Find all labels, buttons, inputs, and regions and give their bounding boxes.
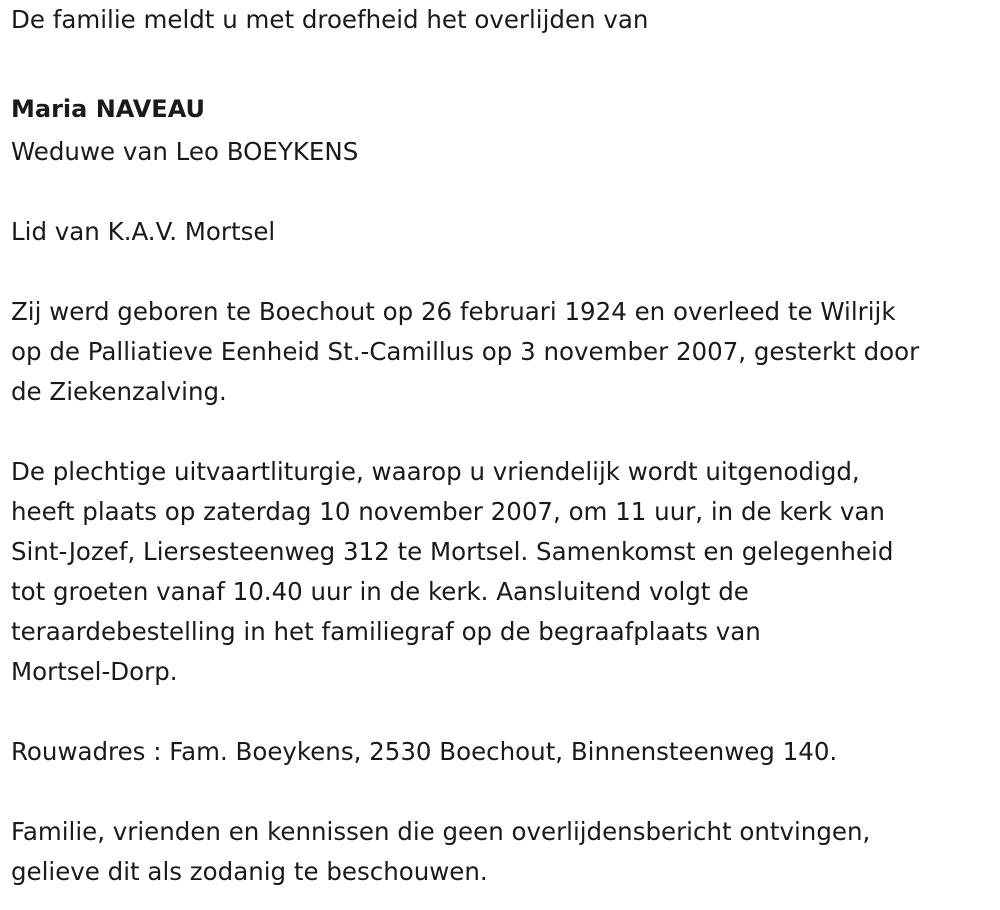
paragraph-line: heeft plaats op zaterdag 10 november 2007, om 11 uur, in de kerk van <box>11 497 885 526</box>
paragraph-line: Familie, vrienden en kennissen die geen overlijdensbericht ontvingen, <box>11 817 871 846</box>
spacer <box>11 172 996 212</box>
paragraph-line: op de Palliatieve Eenheid St.-Camillus op 3 november 2007, gesterkt door <box>11 337 920 366</box>
spacer <box>11 40 996 80</box>
birth-death-paragraph <box>11 292 996 412</box>
closing-paragraph <box>11 812 996 892</box>
paragraph-line: Sint-Jozef, Liersesteenweg 312 te Mortsel. Samenkomst en gelegenheid <box>11 537 894 566</box>
spacer <box>11 412 996 452</box>
paragraph-line: De plechtige uitvaartliturgie, waarop u vriendelijk wordt uitgenodigd, <box>11 457 860 486</box>
intro-text: De familie meldt u met droefheid het overlijden van <box>11 5 649 34</box>
paragraph-line: Zij werd geboren te Boechout op 26 februari 1924 en overleed te Wilrijk <box>11 297 896 326</box>
paragraph-line: tot groeten vanaf 10.40 uur in de kerk. Aansluitend volgt de <box>11 577 749 606</box>
paragraph-line: teraardebestelling in het familiegraf op de begraafplaats van <box>11 617 761 646</box>
paragraph-line: gelieve dit als zodanig te beschouwen. <box>11 857 488 886</box>
deceased-name: Maria NAVEAU <box>11 95 206 123</box>
paragraph-line: Mortsel-Dorp. <box>11 657 178 686</box>
spacer <box>11 252 996 292</box>
spacer <box>11 692 996 732</box>
paragraph-line: de Ziekenzalving. <box>11 377 227 406</box>
funeral-paragraph <box>11 452 996 692</box>
widow-of-text: Weduwe van Leo BOEYKENS <box>11 137 359 166</box>
membership-text: Lid van K.A.V. Mortsel <box>11 217 276 246</box>
mourning-address: Rouwadres : Fam. Boeykens, 2530 Boechout, Binnensteenweg 140. <box>11 737 838 766</box>
death-notice <box>11 0 996 892</box>
spacer <box>11 772 996 812</box>
